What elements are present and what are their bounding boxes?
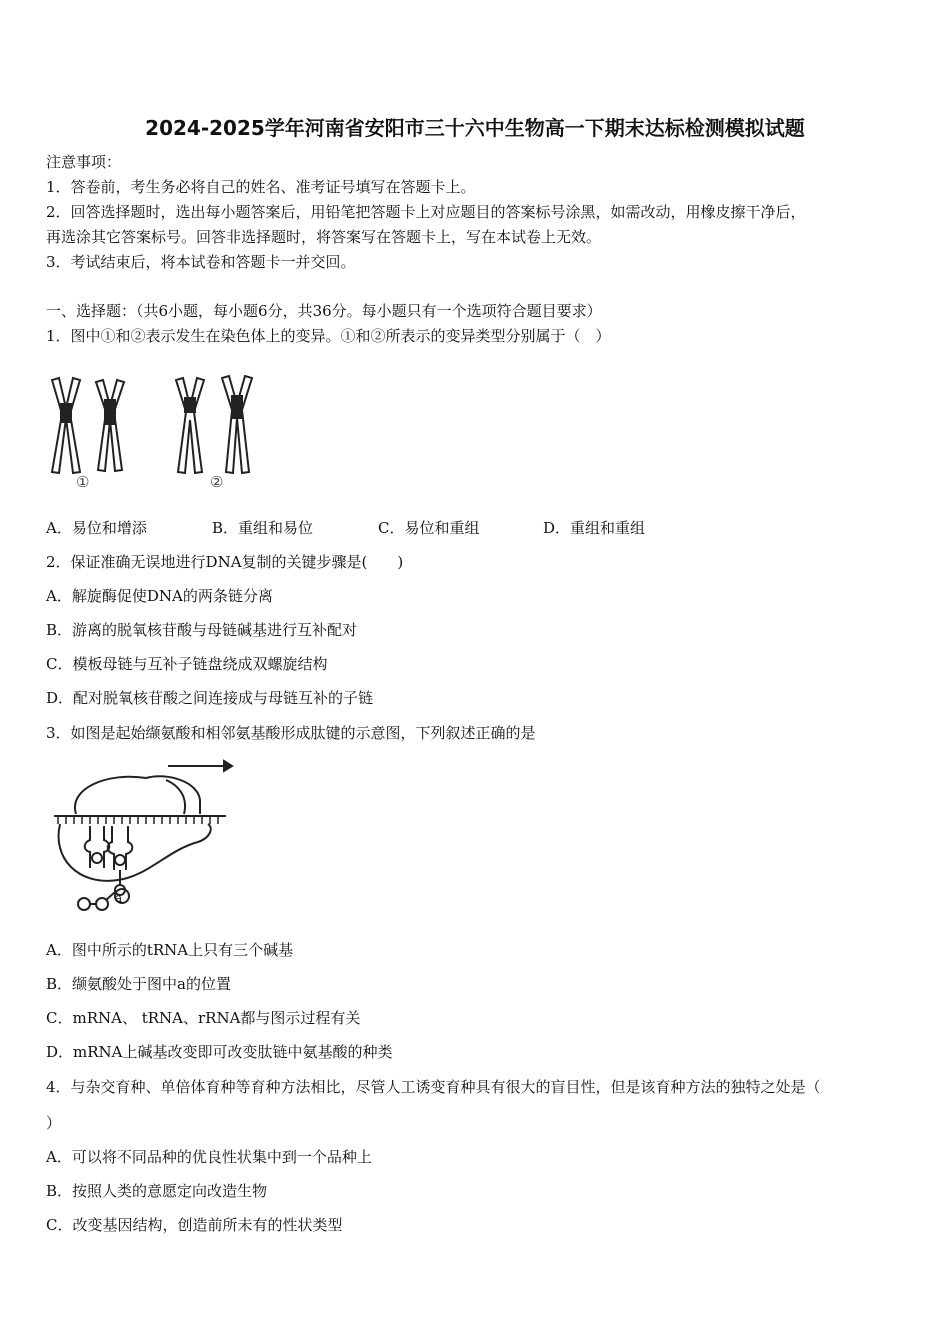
- option-c: C．模板母链与互补子链盘绕成双螺旋结构: [46, 655, 328, 673]
- notice-item: 再选涂其它答案标号。回答非选择题时，将答案写在答题卡上，写在本试卷上无效。: [46, 228, 602, 246]
- option-c: C．mRNA、 tRNA、rRNA都与图示过程有关: [46, 1009, 361, 1027]
- page-title: 2024-2025学年河南省安阳市三十六中生物高一下期末达标检测模拟试题: [145, 116, 805, 140]
- question-2-stem: 2．保证准确无误地进行DNA复制的关键步骤是( ): [46, 553, 404, 571]
- section-heading: 一、选择题：（共6小题，每小题6分，共36分。每小题只有一个选项符合题目要求）: [46, 302, 602, 320]
- option-a: A．可以将不同品种的优良性状集中到一个品种上: [46, 1148, 372, 1166]
- question-3-stem: 3．如图是起始缬氨酸和相邻氨基酸形成肽键的示意图，下列叙述正确的是: [46, 724, 536, 742]
- option-b: B．重组和易位: [212, 519, 314, 537]
- option-a: A．易位和增添: [46, 519, 147, 537]
- figure-label-a: a: [115, 891, 123, 905]
- option-d: D．重组和重组: [543, 519, 646, 537]
- question-4-stem: 4．与杂交育种、单倍体育种等育种方法相比，尽管人工诱变育种具有很大的盲目性，但是该育种方法的独特之处是（: [46, 1078, 821, 1096]
- notice-item: 1．答卷前，考生务必将自己的姓名、准考证号填写在答题卡上。: [46, 178, 476, 196]
- option-a: A．图中所示的tRNA上只有三个碱基: [46, 941, 294, 959]
- notice-item: 2．回答选择题时，选出每小题答案后，用铅笔把答题卡上对应题目的答案标号涂黑，如需改动，用橡皮擦干净后，: [46, 203, 806, 221]
- option-d: D．配对脱氧核苷酸之间连接成与母链互补的子链: [46, 689, 374, 707]
- option-c: C．易位和重组: [378, 519, 480, 537]
- option-b: B．缬氨酸处于图中a的位置: [46, 975, 231, 993]
- notice-item: 3．考试结束后，将本试卷和答题卡一并交回。: [46, 253, 356, 271]
- option-a: A．解旋酶促使DNA的两条链分离: [46, 587, 273, 605]
- notice-heading: 注意事项：: [46, 153, 122, 171]
- option-c: C．改变基因结构，创造前所未有的性状类型: [46, 1216, 343, 1234]
- option-d: D．mRNA上碱基改变即可改变肽链中氨基酸的种类: [46, 1043, 393, 1061]
- question-4-stem-end: ）: [46, 1114, 62, 1132]
- option-b: B．游离的脱氧核苷酸与母链碱基进行互补配对: [46, 621, 358, 639]
- figure-label: ②: [210, 473, 224, 491]
- question-1-stem: 1．图中①和②表示发生在染色体上的变异。①和②所表示的变异类型分别属于（ ）: [46, 327, 611, 345]
- option-b: B．按照人类的意愿定向改造生物: [46, 1182, 268, 1200]
- figure-label: ①: [76, 473, 90, 491]
- ribosome-figure: [48, 758, 238, 918]
